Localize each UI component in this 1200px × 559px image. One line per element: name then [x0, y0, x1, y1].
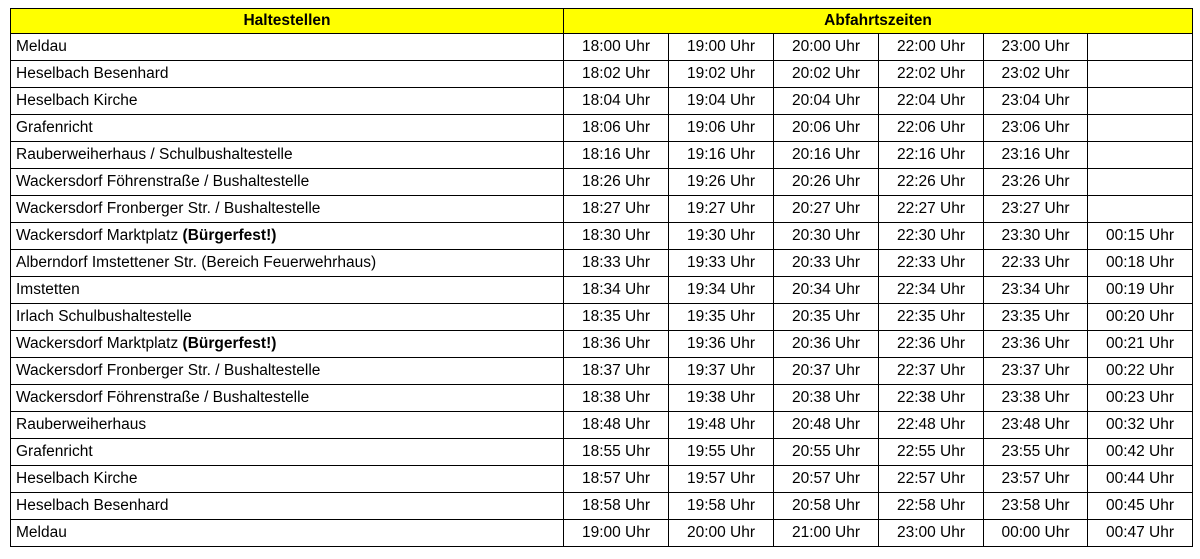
- stop-name: Wackersdorf Marktplatz: [16, 227, 179, 244]
- departure-time-cell: 23:38 Uhr: [984, 385, 1088, 412]
- stop-name: Irlach Schulbushaltestelle: [16, 308, 192, 325]
- stop-name: Grafenricht: [16, 119, 93, 136]
- table-row: [11, 439, 1193, 466]
- stop-name-cell: [11, 331, 564, 358]
- stop-name-cell: [11, 304, 564, 331]
- departure-time-cell: 18:48 Uhr: [564, 412, 669, 439]
- departure-time-cell: 23:35 Uhr: [984, 304, 1088, 331]
- stop-name: Rauberweiherhaus / Schulbushaltestelle: [16, 146, 293, 163]
- departure-time-cell: 00:47 Uhr: [1088, 520, 1193, 547]
- departure-time-cell: 22:33 Uhr: [879, 250, 984, 277]
- departure-time-cell: 20:26 Uhr: [774, 169, 879, 196]
- stops-column-header: Haltestellen: [11, 9, 564, 34]
- table-row: [11, 115, 1193, 142]
- departure-time-cell: 19:48 Uhr: [669, 412, 774, 439]
- departure-time-cell: 20:30 Uhr: [774, 223, 879, 250]
- departure-time-cell: 23:00 Uhr: [879, 520, 984, 547]
- departure-time-cell: 20:34 Uhr: [774, 277, 879, 304]
- departure-time-cell: 18:36 Uhr: [564, 331, 669, 358]
- departure-time-cell: 22:55 Uhr: [879, 439, 984, 466]
- departure-time-cell: 20:48 Uhr: [774, 412, 879, 439]
- departure-time-cell: 20:57 Uhr: [774, 466, 879, 493]
- departure-time-cell: 22:27 Uhr: [879, 196, 984, 223]
- departure-time-cell: 20:37 Uhr: [774, 358, 879, 385]
- stop-name: Heselbach Besenhard: [16, 497, 169, 514]
- stop-name: Alberndorf Imstettener Str. (Bereich Feuerwehrhaus): [16, 254, 377, 271]
- stop-name-cell: [11, 385, 564, 412]
- departure-time-cell: 18:55 Uhr: [564, 439, 669, 466]
- departure-time-cell: 22:58 Uhr: [879, 493, 984, 520]
- stop-name-cell: [11, 466, 564, 493]
- table-row: [11, 61, 1193, 88]
- departure-time-cell: 19:38 Uhr: [669, 385, 774, 412]
- stop-name: Heselbach Kirche: [16, 470, 138, 487]
- departure-time-cell: 22:48 Uhr: [879, 412, 984, 439]
- departure-time-cell: 23:30 Uhr: [984, 223, 1088, 250]
- departure-time-cell: 19:57 Uhr: [669, 466, 774, 493]
- departure-time-cell: 00:18 Uhr: [1088, 250, 1193, 277]
- table-row: [11, 358, 1193, 385]
- stop-name: Wackersdorf Fronberger Str. / Bushaltestelle: [16, 200, 321, 217]
- departure-time-cell: 23:37 Uhr: [984, 358, 1088, 385]
- departure-time-cell: 19:58 Uhr: [669, 493, 774, 520]
- stop-name-cell: [11, 520, 564, 547]
- stop-name-cell: [11, 439, 564, 466]
- departure-time-cell: 18:37 Uhr: [564, 358, 669, 385]
- departure-time-cell: 18:02 Uhr: [564, 61, 669, 88]
- table-row: [11, 196, 1193, 223]
- departure-time-cell: 22:37 Uhr: [879, 358, 984, 385]
- departure-time-cell: 20:06 Uhr: [774, 115, 879, 142]
- departure-time-cell: [1088, 142, 1193, 169]
- departure-time-cell: 19:26 Uhr: [669, 169, 774, 196]
- times-column-header: Abfahrtszeiten: [564, 9, 1193, 34]
- departure-time-cell: 20:16 Uhr: [774, 142, 879, 169]
- departure-time-cell: 18:33 Uhr: [564, 250, 669, 277]
- departure-time-cell: 19:04 Uhr: [669, 88, 774, 115]
- stop-name-cell: [11, 277, 564, 304]
- departure-time-cell: 23:34 Uhr: [984, 277, 1088, 304]
- departure-time-cell: 19:34 Uhr: [669, 277, 774, 304]
- header-row: [11, 9, 1193, 34]
- departure-time-cell: 00:19 Uhr: [1088, 277, 1193, 304]
- table-row: [11, 34, 1193, 61]
- table-row: [11, 466, 1193, 493]
- stop-name: Heselbach Kirche: [16, 92, 138, 109]
- departure-time-cell: 22:34 Uhr: [879, 277, 984, 304]
- departure-time-cell: 23:16 Uhr: [984, 142, 1088, 169]
- departure-time-cell: 23:02 Uhr: [984, 61, 1088, 88]
- stop-name-cell: [11, 196, 564, 223]
- departure-time-cell: 18:06 Uhr: [564, 115, 669, 142]
- departure-time-cell: 00:45 Uhr: [1088, 493, 1193, 520]
- stop-name-cell: [11, 169, 564, 196]
- departure-time-cell: 20:58 Uhr: [774, 493, 879, 520]
- departure-time-cell: 23:06 Uhr: [984, 115, 1088, 142]
- departure-time-cell: 20:36 Uhr: [774, 331, 879, 358]
- departure-time-cell: 23:04 Uhr: [984, 88, 1088, 115]
- departure-time-cell: 18:58 Uhr: [564, 493, 669, 520]
- table-row: [11, 169, 1193, 196]
- timetable: [10, 8, 1193, 547]
- departure-time-cell: [1088, 196, 1193, 223]
- departure-time-cell: 00:23 Uhr: [1088, 385, 1193, 412]
- departure-time-cell: [1088, 115, 1193, 142]
- stop-name-cell: [11, 412, 564, 439]
- departure-time-cell: 19:27 Uhr: [669, 196, 774, 223]
- departure-time-cell: 20:38 Uhr: [774, 385, 879, 412]
- departure-time-cell: 22:26 Uhr: [879, 169, 984, 196]
- stop-name-cell: [11, 493, 564, 520]
- departure-time-cell: 20:35 Uhr: [774, 304, 879, 331]
- departure-time-cell: 20:27 Uhr: [774, 196, 879, 223]
- table-row: [11, 142, 1193, 169]
- departure-time-cell: 19:35 Uhr: [669, 304, 774, 331]
- departure-time-cell: 19:00 Uhr: [564, 520, 669, 547]
- departure-time-cell: [1088, 169, 1193, 196]
- departure-time-cell: 23:00 Uhr: [984, 34, 1088, 61]
- departure-time-cell: 19:06 Uhr: [669, 115, 774, 142]
- stop-name: Meldau: [16, 38, 67, 55]
- stop-name-cell: [11, 358, 564, 385]
- departure-time-cell: 19:36 Uhr: [669, 331, 774, 358]
- stop-name: Wackersdorf Marktplatz: [16, 335, 179, 352]
- departure-time-cell: 20:00 Uhr: [669, 520, 774, 547]
- stop-name-cell: [11, 223, 564, 250]
- stop-name: Wackersdorf Fronberger Str. / Bushaltestelle: [16, 362, 321, 379]
- departure-time-cell: 23:57 Uhr: [984, 466, 1088, 493]
- table-row: [11, 88, 1193, 115]
- departure-time-cell: 18:34 Uhr: [564, 277, 669, 304]
- departure-time-cell: [1088, 88, 1193, 115]
- departure-time-cell: 00:15 Uhr: [1088, 223, 1193, 250]
- departure-time-cell: 19:33 Uhr: [669, 250, 774, 277]
- departure-time-cell: 22:04 Uhr: [879, 88, 984, 115]
- departure-time-cell: 18:35 Uhr: [564, 304, 669, 331]
- departure-time-cell: 18:27 Uhr: [564, 196, 669, 223]
- table-row: [11, 304, 1193, 331]
- stop-name-cell: [11, 34, 564, 61]
- table-row: [11, 412, 1193, 439]
- stop-name: Rauberweiherhaus: [16, 416, 147, 433]
- departure-time-cell: 23:36 Uhr: [984, 331, 1088, 358]
- departure-time-cell: 20:00 Uhr: [774, 34, 879, 61]
- stop-name-cell: [11, 88, 564, 115]
- departure-time-cell: 23:58 Uhr: [984, 493, 1088, 520]
- timetable-body: [11, 34, 1193, 547]
- departure-time-cell: 19:00 Uhr: [669, 34, 774, 61]
- departure-time-cell: 00:44 Uhr: [1088, 466, 1193, 493]
- stop-note: (Bürgerfest!): [182, 227, 277, 244]
- departure-time-cell: 18:04 Uhr: [564, 88, 669, 115]
- departure-time-cell: [1088, 61, 1193, 88]
- departure-time-cell: 22:36 Uhr: [879, 331, 984, 358]
- departure-time-cell: 18:30 Uhr: [564, 223, 669, 250]
- table-row: [11, 223, 1193, 250]
- stop-name: Grafenricht: [16, 443, 93, 460]
- departure-time-cell: 22:30 Uhr: [879, 223, 984, 250]
- departure-time-cell: 20:04 Uhr: [774, 88, 879, 115]
- departure-time-cell: 22:02 Uhr: [879, 61, 984, 88]
- departure-time-cell: 23:48 Uhr: [984, 412, 1088, 439]
- departure-time-cell: 00:21 Uhr: [1088, 331, 1193, 358]
- table-row: [11, 277, 1193, 304]
- departure-time-cell: 22:06 Uhr: [879, 115, 984, 142]
- departure-time-cell: 19:30 Uhr: [669, 223, 774, 250]
- stop-name: Wackersdorf Föhrenstraße / Bushaltestelle: [16, 389, 310, 406]
- departure-time-cell: 18:26 Uhr: [564, 169, 669, 196]
- stop-name-cell: [11, 115, 564, 142]
- departure-time-cell: 00:42 Uhr: [1088, 439, 1193, 466]
- table-row: [11, 250, 1193, 277]
- departure-time-cell: 20:55 Uhr: [774, 439, 879, 466]
- stop-name-cell: [11, 250, 564, 277]
- stop-name-cell: [11, 61, 564, 88]
- stop-name: Meldau: [16, 524, 67, 541]
- departure-time-cell: 19:55 Uhr: [669, 439, 774, 466]
- departure-time-cell: [1088, 34, 1193, 61]
- departure-time-cell: 00:22 Uhr: [1088, 358, 1193, 385]
- departure-time-cell: 19:37 Uhr: [669, 358, 774, 385]
- departure-time-cell: 19:16 Uhr: [669, 142, 774, 169]
- departure-time-cell: 22:57 Uhr: [879, 466, 984, 493]
- departure-time-cell: 23:27 Uhr: [984, 196, 1088, 223]
- departure-time-cell: 19:02 Uhr: [669, 61, 774, 88]
- stop-name-cell: [11, 142, 564, 169]
- departure-time-cell: 22:38 Uhr: [879, 385, 984, 412]
- stop-name: Imstetten: [16, 281, 80, 298]
- table-row: [11, 385, 1193, 412]
- departure-time-cell: 00:20 Uhr: [1088, 304, 1193, 331]
- departure-time-cell: 22:00 Uhr: [879, 34, 984, 61]
- departure-time-cell: 18:16 Uhr: [564, 142, 669, 169]
- stop-name: Wackersdorf Föhrenstraße / Bushaltestelle: [16, 173, 310, 190]
- departure-time-cell: 23:55 Uhr: [984, 439, 1088, 466]
- departure-time-cell: 18:57 Uhr: [564, 466, 669, 493]
- stop-note: (Bürgerfest!): [182, 335, 277, 352]
- departure-time-cell: 18:00 Uhr: [564, 34, 669, 61]
- table-row: [11, 331, 1193, 358]
- departure-time-cell: 21:00 Uhr: [774, 520, 879, 547]
- departure-time-cell: 23:26 Uhr: [984, 169, 1088, 196]
- table-row: [11, 520, 1193, 547]
- departure-time-cell: 22:16 Uhr: [879, 142, 984, 169]
- departure-time-cell: 20:02 Uhr: [774, 61, 879, 88]
- departure-time-cell: 20:33 Uhr: [774, 250, 879, 277]
- departure-time-cell: 00:00 Uhr: [984, 520, 1088, 547]
- departure-time-cell: 22:35 Uhr: [879, 304, 984, 331]
- departure-time-cell: 00:32 Uhr: [1088, 412, 1193, 439]
- departure-time-cell: 18:38 Uhr: [564, 385, 669, 412]
- departure-time-cell: 22:33 Uhr: [984, 250, 1088, 277]
- table-row: [11, 493, 1193, 520]
- stop-name: Heselbach Besenhard: [16, 65, 169, 82]
